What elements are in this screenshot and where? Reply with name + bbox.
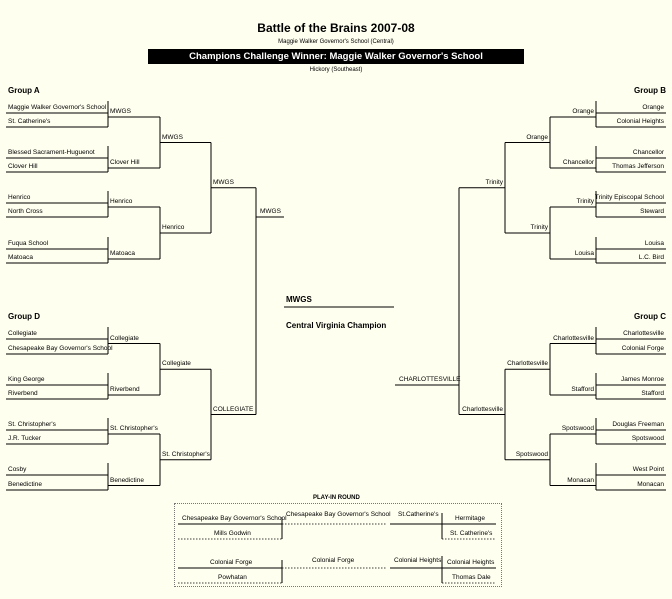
- group-c-heading: Group C: [634, 312, 666, 321]
- central-champion-label: Maggie Walker Governor's School (Central): [278, 39, 394, 45]
- group-c-r1-team: Stafford: [641, 390, 664, 397]
- group-b-r3-team: Trinity: [530, 224, 548, 231]
- group-d-r3-team: St. Christopher's: [162, 450, 210, 458]
- group-d-r2-team: Benedictine: [110, 476, 144, 484]
- playin-team: Colonial Heights: [447, 559, 495, 566]
- group-b-r1-team: Orange: [642, 104, 664, 111]
- left-final-team: MWGS: [260, 208, 281, 215]
- group-d-r1-team: Cosby: [8, 466, 27, 473]
- group-a-r1-team: Fuqua School: [8, 240, 49, 247]
- group-b-heading: Group B: [634, 86, 666, 95]
- group-b-r1-team: Steward: [640, 208, 664, 215]
- group-d-r3-team: Collegiate: [162, 360, 191, 368]
- group-d-r1-team: Riverbend: [8, 390, 38, 397]
- bracket-winner: MWGS: [286, 295, 312, 304]
- group-b-r1-team: Colonial Heights: [616, 118, 664, 125]
- group-c-r2-team: Spotswood: [561, 425, 594, 432]
- group-a-r4-team: MWGS: [213, 178, 234, 186]
- playin-team: Thomas Dale: [452, 574, 491, 581]
- group-a-r1-team: Blessed Sacrament-Huguenot: [8, 149, 95, 156]
- group-d-r1-team: King George: [8, 376, 45, 383]
- group-a-r2-team: Clover Hill: [110, 159, 140, 166]
- playin-winner: Colonial Forge: [312, 557, 355, 564]
- playin-team: Colonial Forge: [210, 559, 253, 566]
- group-b-r1-team: L.C. Bird: [638, 254, 664, 261]
- playin-winner: Chesapeake Bay Governor's School: [286, 511, 391, 518]
- group-a-heading: Group A: [8, 86, 40, 95]
- group-a-r1-team: Maggie Walker Governor's School: [8, 104, 107, 111]
- group-d-r2-team: Riverbend: [110, 386, 140, 393]
- group-b-r2-team: Louisa: [574, 250, 594, 257]
- group-b-r1-team: Thomas Jefferson: [612, 163, 664, 170]
- group-c-r1-team: Spotswood: [631, 435, 664, 442]
- group-a-r1-team: North Cross: [8, 208, 43, 215]
- playin-title: PLAY-IN ROUND: [313, 495, 360, 501]
- group-b-r1-team: Louisa: [644, 240, 664, 247]
- playin-winner: Colonial Heights: [394, 557, 442, 564]
- group-c-r1-team: Douglas Freeman: [612, 421, 664, 428]
- group-b-r3-team: Orange: [526, 133, 548, 141]
- right-final-team: CHARLOTTESVILLE: [399, 376, 461, 383]
- group-c-r2-team: Monacan: [567, 476, 594, 484]
- group-d-r1-team: St. Christopher's: [8, 421, 56, 428]
- group-c-r1-team: Charlottesville: [623, 330, 664, 337]
- champion-subtitle: Central Virginia Champion: [286, 321, 387, 330]
- group-a-r3-team: MWGS: [162, 133, 183, 141]
- champions-banner: Champions Challenge Winner: Maggie Walker Governor's School: [148, 49, 524, 64]
- playin-team: Powhatan: [218, 574, 247, 581]
- group-a-r2-team: Henrico: [110, 198, 133, 205]
- southeast-champion-label: Hickory (Southeast): [309, 67, 363, 73]
- playin-team: Hermitage: [455, 515, 485, 522]
- group-d-r2-team: St. Christopher's: [110, 425, 158, 432]
- group-b-r2-team: Trinity: [576, 198, 594, 205]
- playin-team: Chesapeake Bay Governor's School: [182, 515, 287, 522]
- group-c-r1-team: Colonial Forge: [621, 345, 664, 352]
- group-c-r1-team: James Monroe: [621, 376, 664, 383]
- group-a-r2-team: Matoaca: [110, 250, 135, 257]
- group-d-r4-team: COLLEGIATE: [213, 405, 254, 413]
- group-b-r2-team: Orange: [572, 108, 594, 115]
- group-c-r1-team: Monacan: [637, 481, 664, 488]
- playin-team: Mills Godwin: [214, 530, 251, 537]
- page-title: Battle of the Brains 2007-08: [257, 21, 415, 35]
- group-d-r1-team: Benedictine: [8, 481, 42, 488]
- group-d-r1-team: Collegiate: [8, 330, 37, 337]
- group-a-r1-team: Matoaca: [8, 254, 33, 261]
- group-c-r2-team: Stafford: [571, 386, 594, 393]
- group-a-r2-team: MWGS: [110, 108, 131, 115]
- playin-team: St. Catherine's: [450, 530, 493, 537]
- group-c-r3-team: Spotswood: [515, 450, 548, 458]
- group-c-r3-team: Charlottesville: [507, 360, 548, 368]
- group-c-r4-team: Charlottesville: [462, 405, 503, 413]
- group-d-r1-team: J.R. Tucker: [8, 435, 41, 442]
- group-b-r4-team: Trinity: [485, 178, 503, 186]
- group-a-r1-team: Henrico: [8, 194, 31, 201]
- group-a-r3-team: Henrico: [162, 224, 185, 231]
- group-c-r2-team: Charlottesville: [553, 334, 594, 342]
- playin-winner: St.Catherine's: [398, 511, 439, 518]
- group-c-r1-team: West Point: [632, 466, 664, 473]
- group-a-r1-team: St. Catherine's: [8, 118, 51, 125]
- group-d-r2-team: Collegiate: [110, 334, 139, 342]
- group-b-r1-team: Trinity Episcopal School: [594, 194, 664, 201]
- group-b-r2-team: Chancellor: [562, 159, 594, 166]
- group-a-r1-team: Clover Hill: [8, 163, 38, 170]
- group-b-r1-team: Chancellor: [632, 149, 664, 156]
- group-d-heading: Group D: [8, 312, 40, 321]
- group-d-r1-team: Chesapeake Bay Governor's School: [8, 345, 113, 352]
